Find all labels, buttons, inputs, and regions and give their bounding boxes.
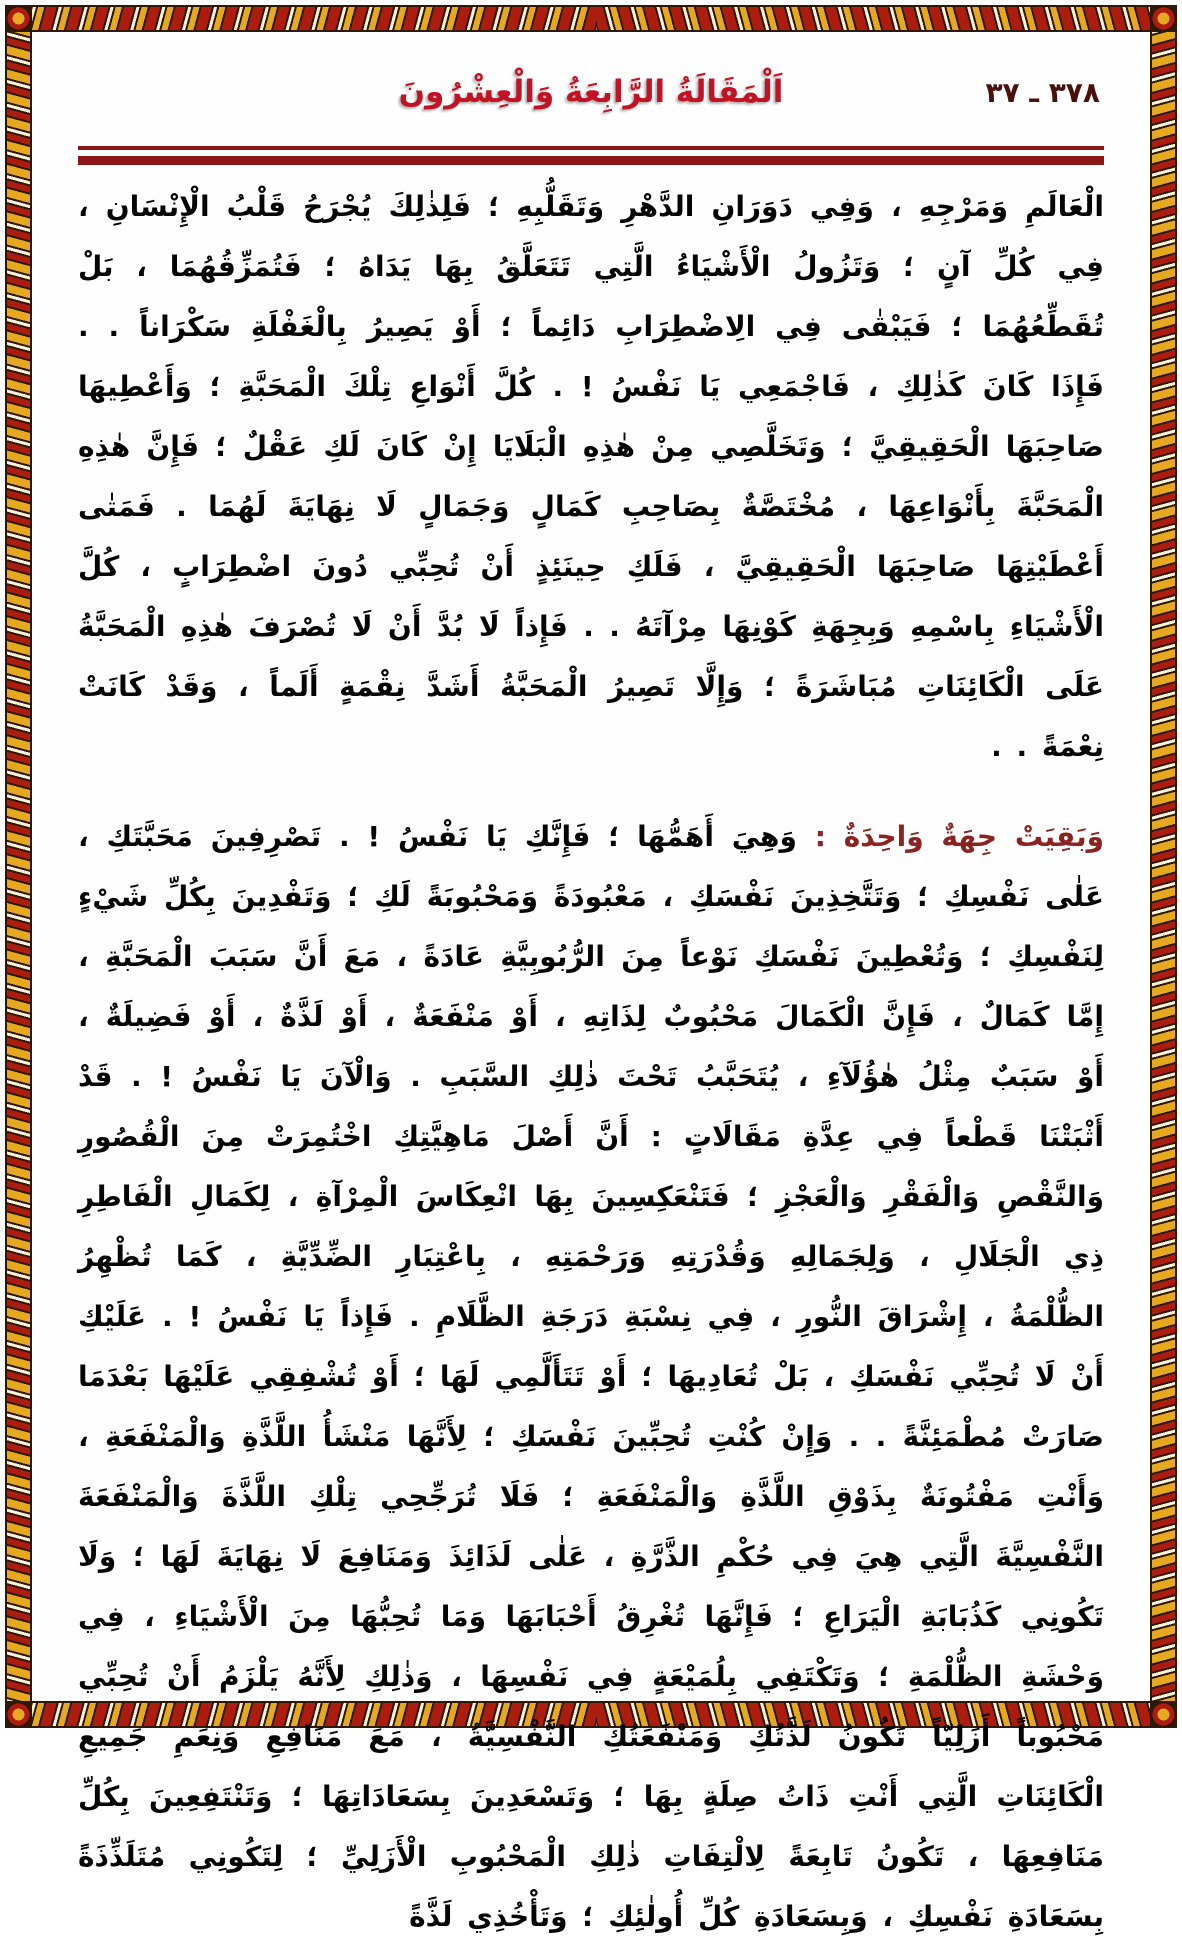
- page-number: ٣٧٨ ـ ٣٧: [985, 76, 1100, 109]
- paragraph-2: [78, 807, 1104, 1947]
- page-header: [78, 58, 1104, 130]
- header-divider: [78, 146, 1104, 165]
- ornamental-border-left: [5, 5, 32, 1728]
- ornamental-border-top: [5, 5, 1177, 32]
- paragraph-2-text: وَهِيَ أَهَمُّهَا ؛ فَإِنَّكِ يَا نَفْسُ ! . تَصْرِفِينَ مَحَبَّتَكِ ، عَلٰى نَفْسِكِ ؛ وَتَتَّخِذِينَ نَفْسَكِ ، مَعْبُودَةً وَمَحْبُوبَةً لَكِ ؛ وَتَفْدِينَ بِكُلِّ شَيْءٍ لِنَفْسِكِ ؛ وَتُعْطِينَ نَفْسَكِ نَوْعاً مِنَ الرُّبُوبِيَّةِ عَادَةً ، مَعَ أَنَّ سَبَبَ الْمَحَبَّةِ ، إِمَّا كَمَالٌ ، فَإِنَّ الْكَمَالَ مَحْبُوبٌ لِذَاتِهِ ، أَوْ مَنْفَعَةٌ ، أَوْ لَذَّةٌ ، أَوْ فَضِيلَةٌ ، أَوْ سَبَبٌ مِثْلُ هٰؤُلَآءِ ، يُتَحَبَّبُ تَحْتَ ذٰلِكِ السَّبَبِ . وَالْآنَ يَا نَفْسُ ! . قَدْ أَثْبَتْنَا قَطْعاً فِي عِدَّةِ مَقَالَاتٍ : أَنَّ أَصْلَ مَاهِيَّتِكِ اخْتُمِرَتْ مِنَ الْقُصُورِ وَالنَّقْصِ وَالْفَقْرِ وَالْعَجْزِ ؛ فَتَنْعَكِسِينَ بِهَا انْعِكَاسَ الْمِرْآةِ ، لِكَمَالِ الْفَاطِرِ ذِي الْجَلَالِ ، وَلِجَمَالِهِ وَقُدْرَتِهِ وَرَحْمَتِهِ ، بِاعْتِبَارِ الضِّدِّيَّةِ ، كَمَا تُظْهِرُ الظُّلْمَةُ ، إِشْرَاقَ النُّورِ ، فِي نِسْبَةِ دَرَجَةِ الظَّلَامِ . فَإِذاً يَا نَفْسُ ! . عَلَيْكِ أَنْ لَا تُحِبِّي نَفْسَكِ ، بَلْ تُعَادِيهَا ؛ أَوْ تَتَأَلَّمِي لَهَا ؛ أَوْ تُشْفِقِي عَلَيْهَا بَعْدَمَا صَارَتْ مُطْمَئِنَّةً . . وَإِنْ كُنْتِ تُحِبِّينَ نَفْسَكِ ؛ لِأَنَّهَا مَنْشَأُ اللَّذَّةِ وَالْمَنْفَعَةِ ، وَأَنْتِ مَفْتُونَةٌ بِذَوْقِ اللَّذَّةِ وَالْمَنْفَعَةِ ؛ فَلَا تُرَجِّحِي تِلْكِ اللَّذَّةَ وَالْمَنْفَعَةَ النَّفْسِيَّةَ الَّتِي هِيَ فِي حُكْمِ الذَّرَّةِ ، عَلٰى لَذَائِذَ وَمَنَافِعَ لَا نِهَايَةَ لَهَا ؛ وَلَا تَكُونِي كَذُبَابَةِ الْيَرَاعِ ؛ فَإِنَّهَا تُغْرِقُ أَحْبَابَهَا وَمَا تُحِبُّهَا مِنَ الْأَشْيَاءِ ، فِي وَحْشَةِ الظُّلْمَةِ ؛ وَتَكْتَفِي بِلُمَيْعَةٍ فِي نَفْسِهَا ، وَذٰلِكِ لِأَنَّهُ يَلْزَمُ أَنْ تُحِبِّي مَحْبُوباً أَزَلِيّاً تَكُونُ لَذَّتُكِ وَمَنْفَعَتُكِ النَّفْسِيَّةُ ، مَعَ مَنَافِعِ وَنِعَمِ جَمِيعِ الْكَائِنَاتِ الَّتِي أَنْتِ ذَاتُ صِلَةٍ بِهَا ؛ وَتَسْعَدِينَ بِسَعَادَاتِهَا ؛ وَتَنْتَفِعِينَ بِكُلِّ مَنَافِعِهَا ، تَكُونُ تَابِعَةً لِالْتِفَاتِ ذٰلِكِ الْمَحْبُوبِ الْأَزَلِيِّ ؛ لِتَكُونِي مُتَلَذِّذَةً بِسَعَادَةِ نَفْسِكِ ، وَبِسَعَادَةِ كُلِّ أُولٰئِكِ ؛ وَتَأْخُذِي لَذَّةً: [78, 820, 1104, 1933]
- paragraph-1-text: الْعَالَمِ وَمَرْجِهِ ، وَفِي دَوَرَانِ الدَّهْرِ وَتَقَلُّبِهِ ؛ فَلِذٰلِكَ يُجْرَحُ قَلْبُ الْإِنْسَانِ ، فِي كُلِّ آنٍ ؛ وَتَزُولُ الْأَشْيَاءُ الَّتِي تَتَعَلَّقُ بِهَا يَدَاهُ ؛ فَتُمَزِّقُهُمَا ، بَلْ تُقَطِّعُهُمَا ؛ فَيَبْقٰى فِي الِاضْطِرَابِ دَائِماً ؛ أَوْ يَصِيرُ بِالْغَفْلَةِ سَكْرَاناً . . فَإِذَا كَانَ كَذٰلِكِ ، فَاجْمَعِي يَا نَفْسُ ! . كُلَّ أَنْوَاعِ تِلْكَ الْمَحَبَّةِ ؛ وَأَعْطِيهَا صَاحِبَهَا الْحَقِيقِيَّ ؛ وَتَخَلَّصِي مِنْ هٰذِهِ الْبَلَايَا إِنْ كَانَ لَكِ عَقْلٌ ؛ فَإِنَّ هٰذِهِ الْمَحَبَّةَ بِأَنْوَاعِهَا ، مُخْتَصَّةٌ بِصَاحِبِ كَمَالٍ وَجَمَالٍ لَا نِهَايَةَ لَهُمَا . فَمَتٰى أَعْطَيْتِهَا صَاحِبَهَا الْحَقِيقِيَّ ، فَلَكِ حِينَئِذٍ أَنْ تُحِبِّي دُونَ اضْطِرَابٍ ، كُلَّ الْأَشْيَاءِ بِاسْمِهِ وَبِجِهَةِ كَوْنِهَا مِرْآتَهُ . . فَإِذاً لَا بُدَّ أَنْ لَا تُصْرَفَ هٰذِهِ الْمَحَبَّةُ عَلَى الْكَائِنَاتِ مُبَاشَرَةً ؛ وَإِلَّا تَصِيرُ الْمَحَبَّةُ أَشَدَّ نِقْمَةٍ أَلَماً ، وَقَدْ كَانَتْ نِعْمَةً . .: [78, 190, 1104, 763]
- border-corner-ornament: [5, 5, 32, 32]
- ornamental-border-right: [1150, 5, 1177, 1728]
- border-corner-ornament: [1150, 5, 1177, 32]
- border-corner-ornament: [5, 1701, 32, 1728]
- paragraph-1: [78, 177, 1104, 777]
- page-content: [32, 32, 1150, 1933]
- section-lead-phrase: وَبَقِيَتْ جِهَةٌ وَاحِدَةٌ :: [814, 820, 1104, 853]
- border-corner-ornament: [1150, 1701, 1177, 1728]
- page-title: اَلْمَقَالَةُ الرَّابِعَةُ وَالْعِشْرُونَ: [398, 74, 784, 110]
- body-text: [78, 177, 1104, 1947]
